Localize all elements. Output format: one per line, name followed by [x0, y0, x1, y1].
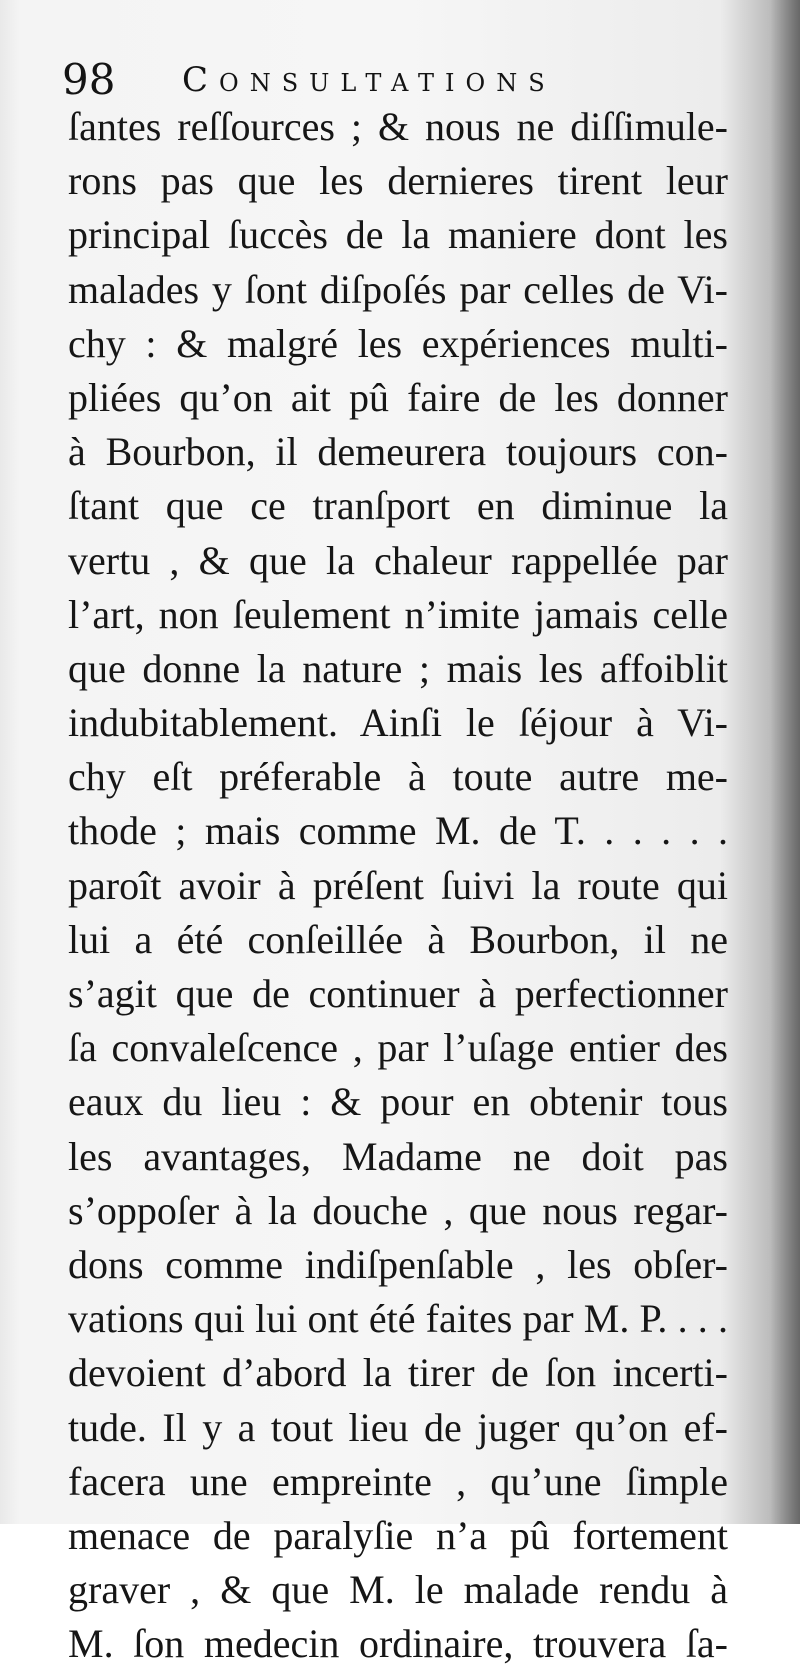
text-line: dons comme indiſpenſable , les obſer- — [68, 1241, 728, 1287]
text-line: lui a été conſeillée à Bourbon, il ne — [68, 916, 728, 962]
text-line: que donne la nature ; mais les affoiblit — [68, 645, 728, 691]
text-line: M. ſon medecin ordinaire, trouvera ſa- — [68, 1621, 728, 1667]
running-title: Consultations — [182, 60, 556, 100]
text-line: devoient d’abord la tirer de ſon incerti- — [68, 1350, 728, 1396]
page-number: 98 — [62, 55, 116, 104]
text-line: pliées qu’on ait pû faire de les donner — [68, 374, 728, 420]
text-line: s’oppoſer à la douche , que nous regar- — [68, 1187, 728, 1233]
text-line: graver , & que M. le malade rendu à — [68, 1567, 728, 1613]
page-edge-shadow — [770, 0, 800, 1524]
text-line: ſtant que ce tranſport en diminue la — [68, 483, 728, 529]
text-line: menace de paralyſie n’a pû fortement — [68, 1512, 728, 1558]
text-line: facera une empreinte , qu’une ſimple — [68, 1458, 728, 1504]
text-line: thode ; mais comme M. de T. . . . . . — [68, 808, 728, 854]
text-line: l’art, non ſeulement n’imite jamais celle — [68, 591, 728, 637]
text-line: tude. Il y a tout lieu de juger qu’on ef- — [68, 1404, 728, 1450]
text-line: chy : & malgré les expériences multi- — [68, 320, 728, 366]
text-line: à Bourbon, il demeurera toujours con- — [68, 429, 728, 475]
text-line: chy eſt préferable à toute autre me- — [68, 754, 728, 800]
text-line: vertu , & que la chaleur rappellée par — [68, 537, 728, 583]
text-line: s’agit que de continuer à perfectionner — [68, 971, 728, 1016]
text-line: les avantages, Madame ne doit pas — [68, 1133, 728, 1179]
text-line: rons pas que les dernieres tirent leur — [68, 158, 728, 204]
body-text — [68, 100, 728, 1671]
text-line: eaux du lieu : & pour en obtenir tous — [68, 1079, 728, 1125]
text-line: paroît avoir à préſent ſuivi la route qui — [68, 862, 728, 908]
text-line: ſantes reſſources ; & nous ne diſſimule- — [68, 104, 728, 149]
text-line: indubitablement. Ainſi le ſéjour à Vi- — [68, 700, 728, 746]
text-line: principal ſuccès de la maniere dont les — [68, 212, 728, 258]
text-line: malades y ſont diſpoſés par celles de Vi- — [68, 266, 728, 312]
text-line: ſa convaleſcence , par l’uſage entier des — [68, 1025, 728, 1071]
text-line: vations qui lui ont été faites par M. P. . . . — [68, 1296, 728, 1342]
